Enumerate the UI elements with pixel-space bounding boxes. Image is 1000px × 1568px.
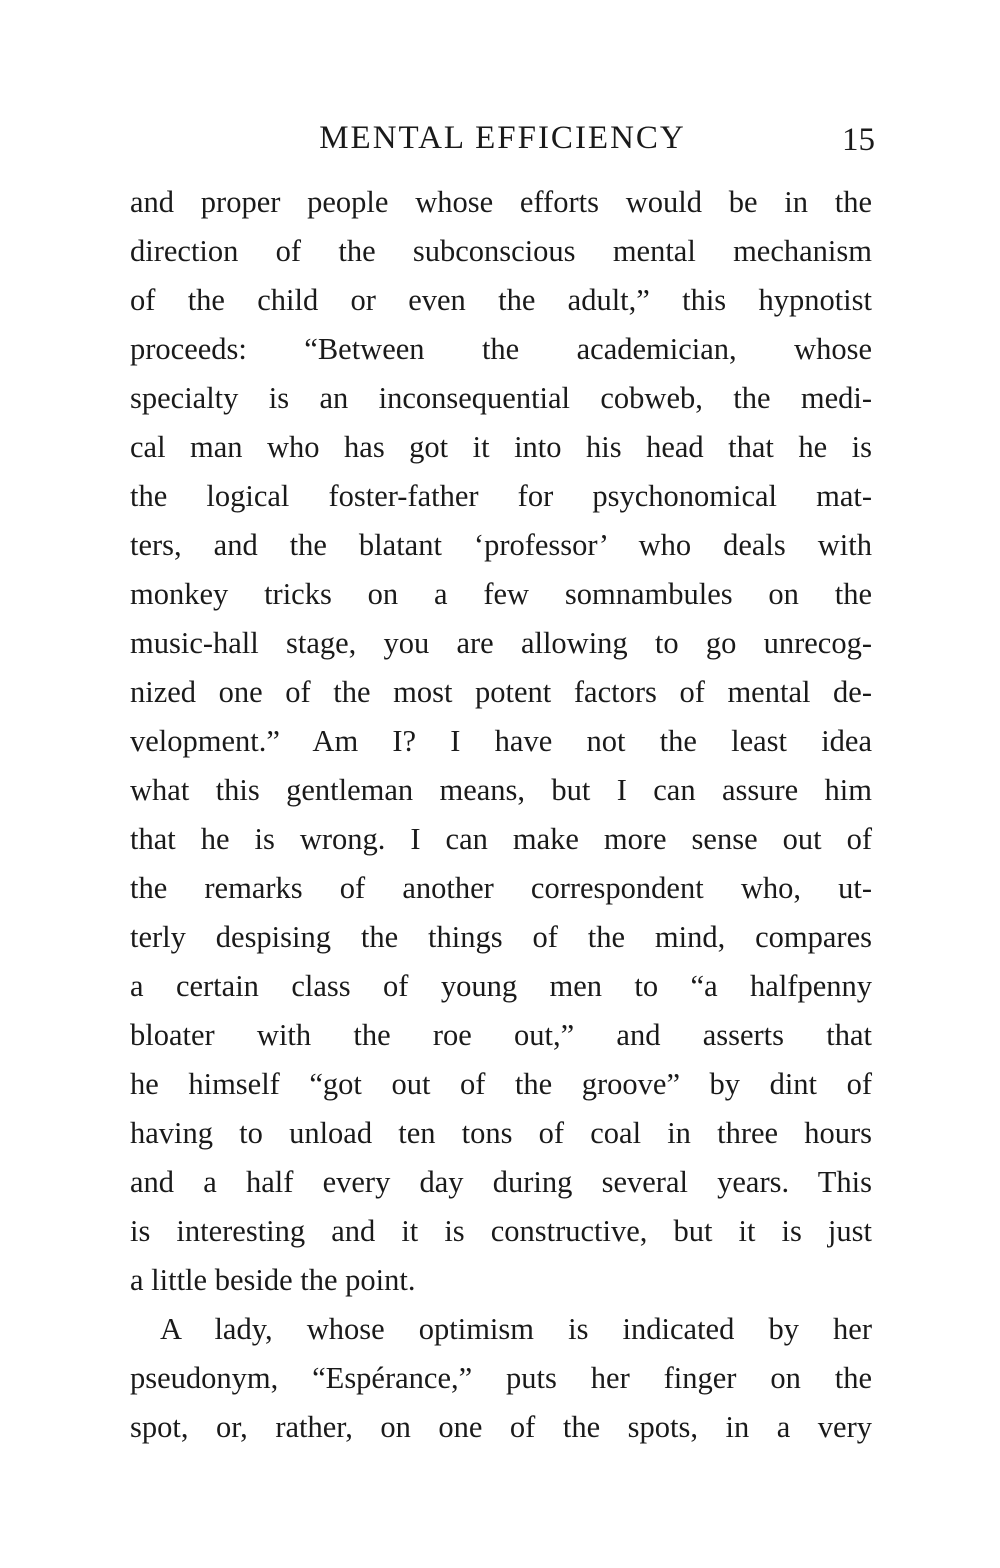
text-line: direction of the subconscious mental mechanism — [130, 234, 872, 268]
text-line: is interesting and it is constructive, but it is just — [130, 1214, 872, 1248]
paragraph — [130, 178, 872, 1305]
text-line: the logical foster-father for psychonomical mat- — [130, 479, 872, 513]
text-line: music-hall stage, you are allowing to go unrecog- — [130, 626, 872, 660]
text-line: that he is wrong. I can make more sense out of — [130, 822, 872, 856]
text-line: a certain class of young men to “a halfpenny — [130, 969, 872, 1003]
text-line: of the child or even the adult,” this hypnotist — [130, 283, 872, 317]
running-title: MENTAL EFFICIENCY — [319, 120, 686, 156]
paragraph — [130, 1305, 872, 1452]
text-line: spot, or, rather, on one of the spots, in a very — [130, 1410, 872, 1444]
text-line: a little beside the point. — [130, 1263, 416, 1297]
text-line: pseudonym, “Espérance,” puts her finger on the — [130, 1361, 872, 1395]
text-line: bloater with the roe out,” and asserts that — [130, 1018, 872, 1052]
text-line: he himself “got out of the groove” by dint of — [130, 1067, 872, 1101]
text-line: A lady, whose optimism is indicated by her — [160, 1312, 872, 1346]
text-line: the remarks of another correspondent who, ut- — [130, 871, 872, 905]
text-line: nized one of the most potent factors of mental de- — [130, 675, 872, 709]
text-line: velopment.” Am I? I have not the least idea — [130, 724, 872, 758]
running-head — [130, 116, 875, 160]
page-number: 15 — [842, 122, 875, 158]
text-line: proceeds: “Between the academician, whose — [130, 332, 872, 366]
text-line: specialty is an inconsequential cobweb, the medi- — [130, 381, 872, 415]
text-line: and proper people whose efforts would be in the — [130, 185, 872, 219]
text-line: cal man who has got it into his head that he is — [130, 430, 872, 464]
text-line: having to unload ten tons of coal in three hours — [130, 1116, 872, 1150]
text-line: monkey tricks on a few somnambules on the — [130, 577, 872, 611]
text-line: what this gentleman means, but I can assure him — [130, 773, 872, 807]
body-text — [130, 178, 872, 1452]
text-line: and a half every day during several years. This — [130, 1165, 872, 1199]
text-line: ters, and the blatant ‘professor’ who deals with — [130, 528, 872, 562]
text-line: terly despising the things of the mind, compares — [130, 920, 872, 954]
